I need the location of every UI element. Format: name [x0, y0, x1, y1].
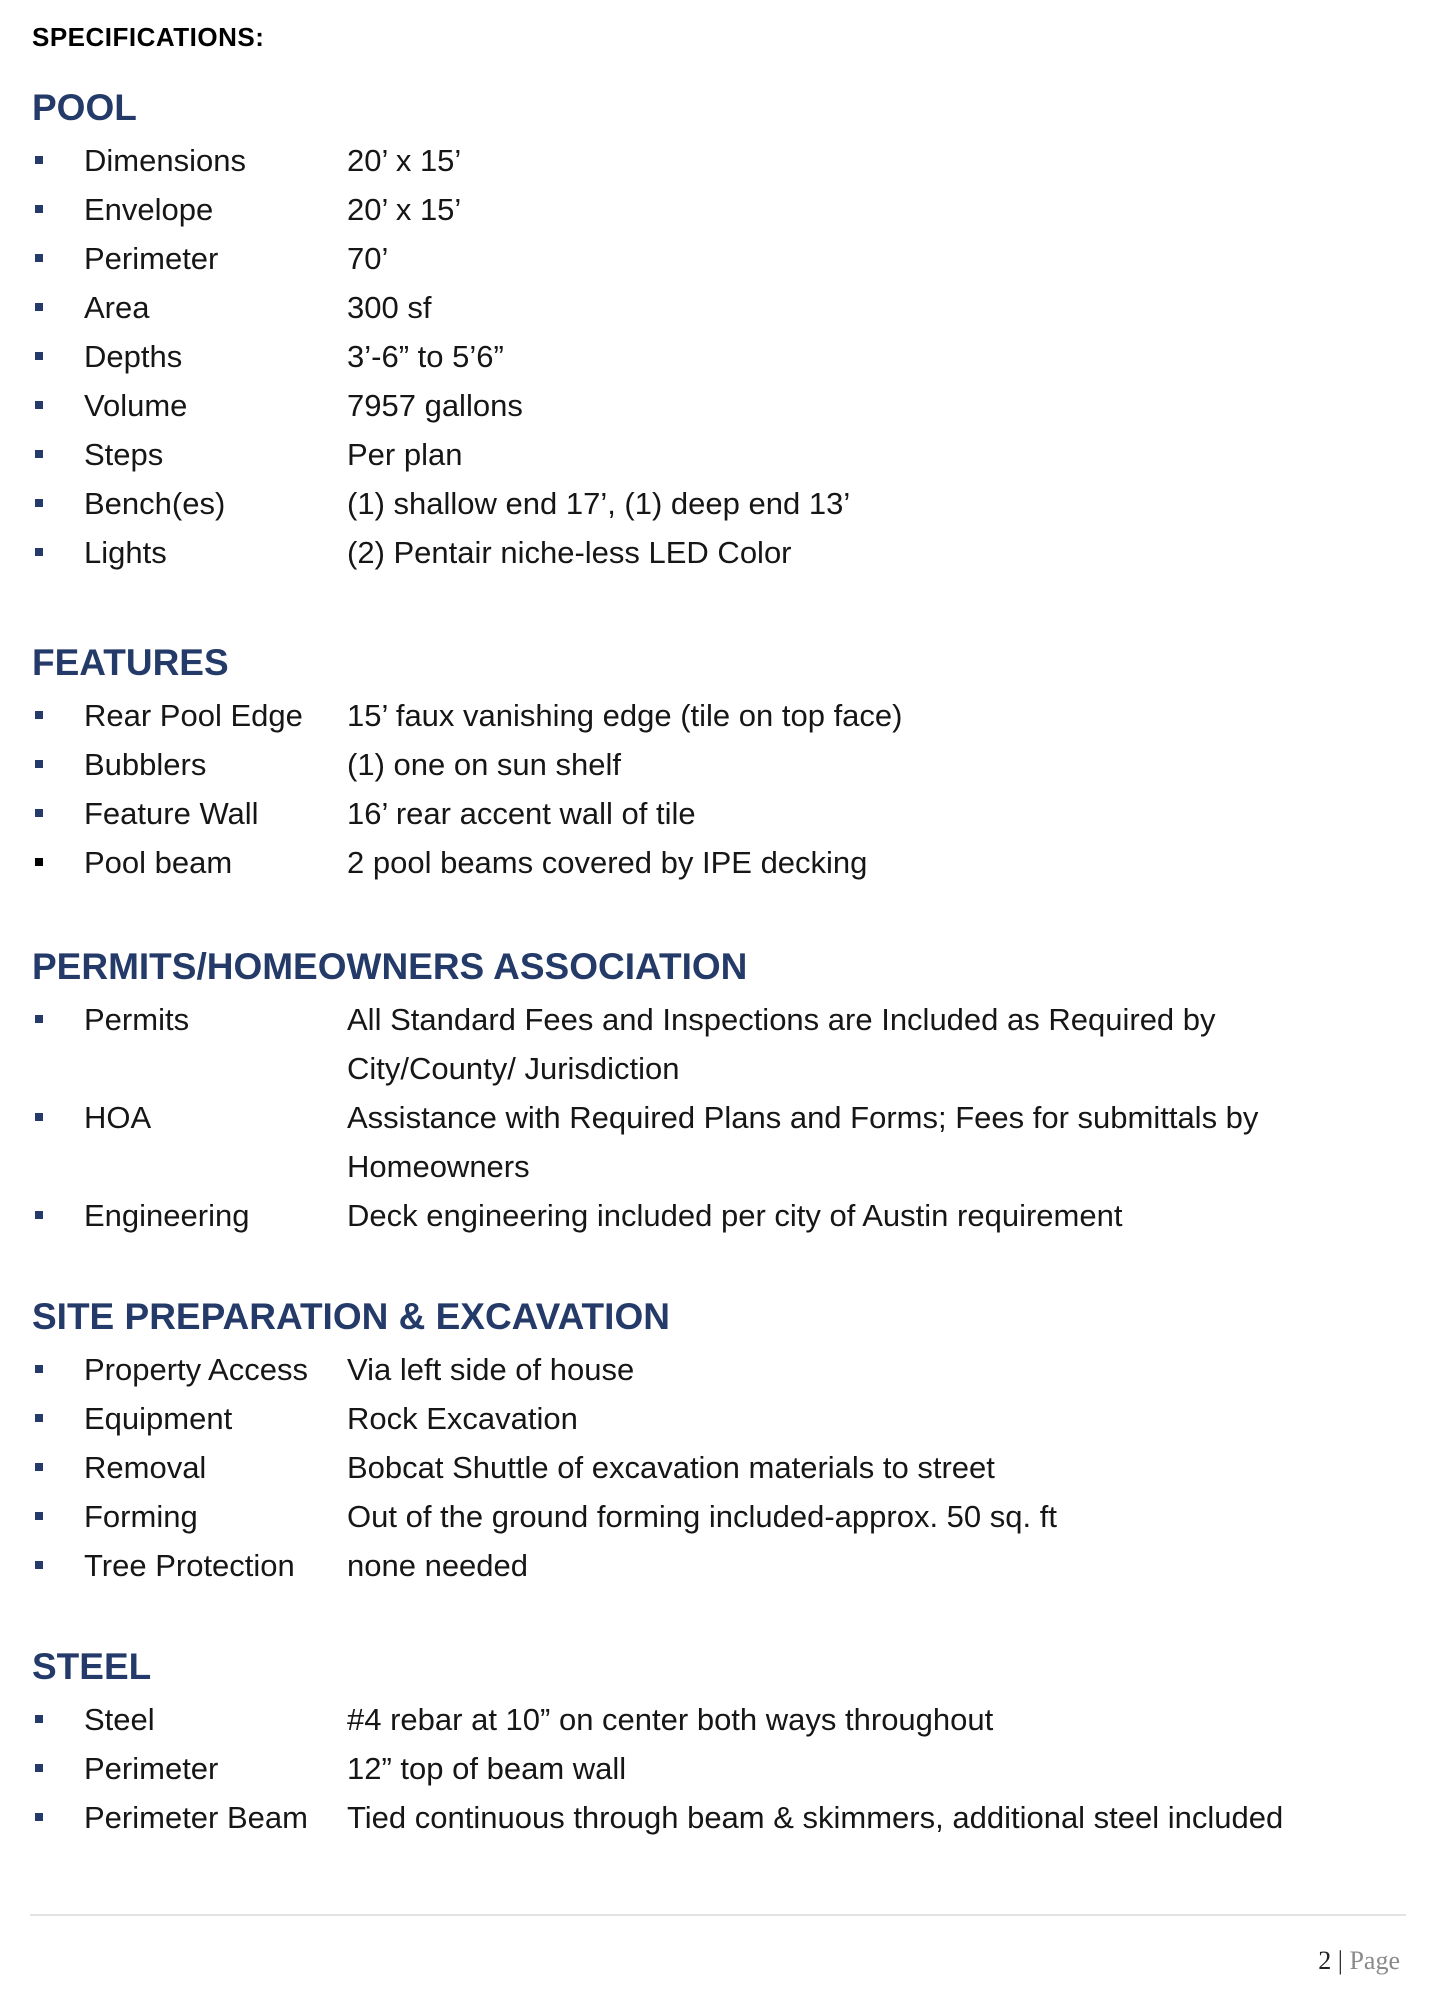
spec-row — [32, 1744, 1412, 1793]
spec-label: Dimensions — [84, 143, 246, 178]
spec-value: 70’ — [347, 241, 389, 276]
spec-label: Tree Protection — [84, 1548, 295, 1583]
page-label: Page — [1349, 1946, 1400, 1975]
spec-row — [32, 1093, 1412, 1191]
spec-value: 16’ rear accent wall of tile — [347, 796, 696, 831]
spec-label: Perimeter Beam — [84, 1800, 308, 1835]
spec-value: Deck engineering included per city of Austin requirement — [347, 1198, 1123, 1233]
spec-label: Area — [84, 290, 150, 325]
spec-row — [32, 332, 1412, 381]
bullet-icon — [32, 136, 53, 185]
bullet-icon — [32, 1744, 53, 1793]
spec-row — [32, 1793, 1412, 1842]
spec-label: Lights — [84, 535, 167, 570]
spec-label: Rear Pool Edge — [84, 698, 303, 733]
spec-value: Out of the ground forming included-approx. 50 sq. ft — [347, 1499, 1057, 1534]
bullet-icon — [32, 789, 53, 838]
spec-value: 15’ faux vanishing edge (tile on top face) — [347, 698, 903, 733]
spec-label: Permits — [84, 1002, 190, 1037]
spec-label: Depths — [84, 339, 183, 374]
spec-label: Envelope — [84, 192, 214, 227]
section-heading: PERMITS/HOMEOWNERS ASSOCIATION — [32, 946, 748, 987]
spec-label: Perimeter — [84, 1751, 219, 1786]
page-number: 2 — [1318, 1946, 1332, 1975]
spec-value: Via left side of house — [347, 1352, 635, 1387]
spec-value: Rock Excavation — [347, 1401, 578, 1436]
bullet-icon — [32, 1695, 53, 1744]
bullet-icon — [32, 332, 53, 381]
spec-row — [32, 234, 1412, 283]
spec-label: Feature Wall — [84, 796, 259, 831]
document-title: SPECIFICATIONS: — [32, 22, 265, 52]
bullet-icon — [32, 185, 53, 234]
spec-value: All Standard Fees and Inspections are Included as Required by City/County/ Jurisdiction — [347, 1002, 1216, 1086]
spec-label: Removal — [84, 1450, 207, 1485]
bullet-icon — [32, 1093, 53, 1142]
bullet-icon — [32, 1394, 53, 1443]
spec-value: (2) Pentair niche-less LED Color — [347, 535, 792, 570]
bullet-icon — [32, 995, 53, 1044]
section-heading: FEATURES — [32, 642, 229, 683]
spec-row — [32, 789, 1412, 838]
footer-divider — [30, 1914, 1406, 1916]
spec-row — [32, 838, 1412, 887]
spec-row — [32, 136, 1412, 185]
bullet-icon — [32, 740, 53, 789]
spec-row — [32, 1191, 1412, 1240]
bullet-icon — [32, 1793, 53, 1842]
spec-label: Bench(es) — [84, 486, 226, 521]
spec-value: none needed — [347, 1548, 529, 1583]
spec-label: Equipment — [84, 1401, 233, 1436]
section-heading: STEEL — [32, 1646, 152, 1687]
spec-value: 20’ x 15’ — [347, 143, 462, 178]
bullet-icon — [32, 528, 53, 577]
spec-row — [32, 283, 1412, 332]
spec-value: Per plan — [347, 437, 463, 472]
bullet-icon — [32, 234, 53, 283]
spec-row — [32, 1695, 1412, 1744]
spec-label: Forming — [84, 1499, 198, 1534]
spec-row — [32, 1492, 1412, 1541]
spec-value: (1) shallow end 17’, (1) deep end 13’ — [347, 486, 851, 521]
spec-label: Steps — [84, 437, 164, 472]
spec-label: Pool beam — [84, 845, 233, 880]
section-features — [32, 641, 1412, 887]
spec-label: Property Access — [84, 1352, 308, 1387]
spec-label: Perimeter — [84, 241, 219, 276]
spec-value: Tied continuous through beam & skimmers, additional steel included — [347, 1800, 1284, 1835]
spec-value: 300 sf — [347, 290, 432, 325]
spec-value: Bobcat Shuttle of excavation materials to street — [347, 1450, 995, 1485]
spec-row — [32, 1394, 1412, 1443]
spec-row — [32, 381, 1412, 430]
section-pool — [32, 86, 1412, 577]
bullet-icon — [32, 381, 53, 430]
bullet-icon — [32, 479, 53, 528]
spec-row — [32, 528, 1412, 577]
bullet-icon — [32, 1443, 53, 1492]
spec-row — [32, 740, 1412, 789]
section-site-preparation — [32, 1295, 1412, 1590]
spec-label: Steel — [84, 1702, 155, 1737]
spec-value: 20’ x 15’ — [347, 192, 462, 227]
bullet-icon — [32, 1492, 53, 1541]
page-footer — [1318, 1946, 1400, 1976]
section-steel — [32, 1645, 1412, 1842]
spec-row — [32, 185, 1412, 234]
section-permits-hoa — [32, 945, 1412, 1240]
spec-value: 3’-6” to 5’6” — [347, 339, 504, 374]
spec-value: 12” top of beam wall — [347, 1751, 627, 1786]
bullet-icon — [32, 430, 53, 479]
bullet-icon — [32, 283, 53, 332]
spec-row — [32, 995, 1412, 1093]
bullet-icon — [32, 1191, 53, 1240]
spec-label: Bubblers — [84, 747, 207, 782]
spec-value: #4 rebar at 10” on center both ways throughout — [347, 1702, 994, 1737]
bullet-icon — [32, 691, 53, 740]
spec-label: Engineering — [84, 1198, 250, 1233]
spec-value: 2 pool beams covered by IPE decking — [347, 845, 868, 880]
spec-row — [32, 1541, 1412, 1590]
footer-separator: | — [1337, 1946, 1343, 1975]
spec-value: (1) one on sun shelf — [347, 747, 622, 782]
bullet-icon — [32, 838, 53, 887]
spec-value: Assistance with Required Plans and Forms; Fees for submittals by Homeowners — [347, 1100, 1259, 1184]
spec-row — [32, 430, 1412, 479]
bullet-icon — [32, 1541, 53, 1590]
spec-label: Volume — [84, 388, 188, 423]
bullet-icon — [32, 1345, 53, 1394]
spec-row — [32, 1443, 1412, 1492]
spec-row — [32, 1345, 1412, 1394]
spec-row — [32, 479, 1412, 528]
spec-label: HOA — [84, 1100, 152, 1135]
section-heading: SITE PREPARATION & EXCAVATION — [32, 1296, 670, 1337]
spec-value: 7957 gallons — [347, 388, 523, 423]
section-heading: POOL — [32, 87, 137, 128]
spec-row — [32, 691, 1412, 740]
